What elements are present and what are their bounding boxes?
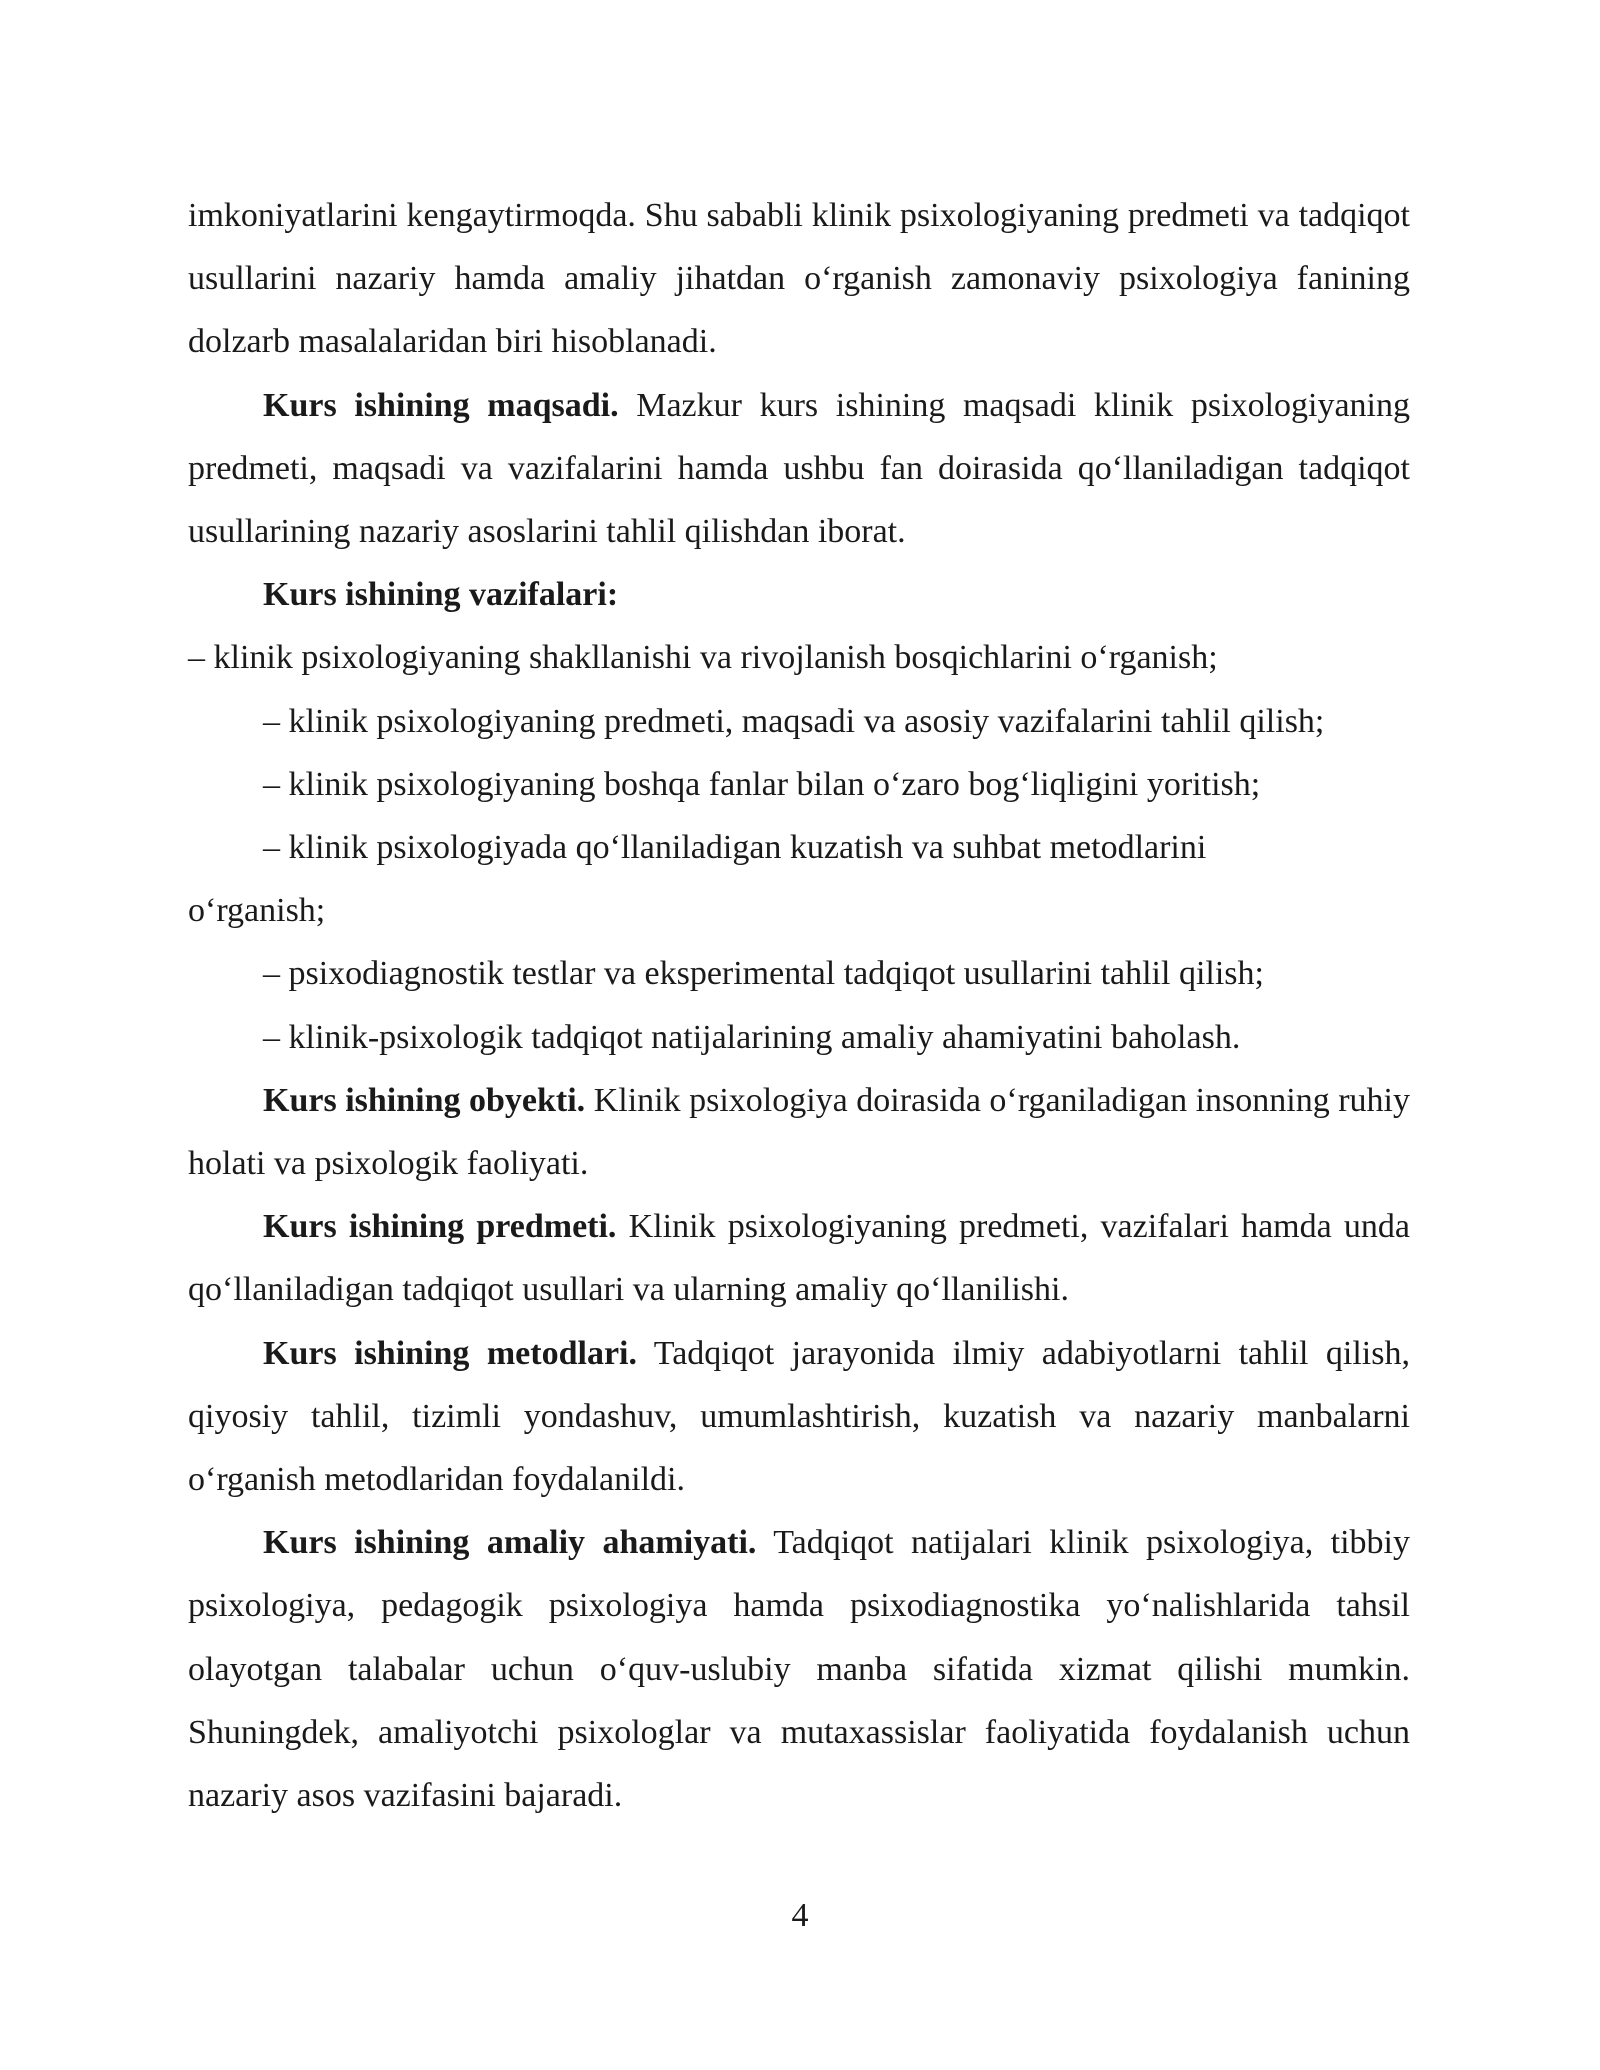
methods-heading: Kurs ishining metodlari. [263, 1334, 637, 1372]
page-number: 4 [791, 1897, 809, 1934]
goal-text: Mazkur kurs ishining maqsadi klinik psixologiyaning predmeti, maqsadi va vazifalarini hamda ushbu fan doirasida qo‘llaniladigan tadqiqot usullarining nazariy asoslarini tahlil qilishdan iborat. [188, 386, 1410, 551]
body-text [188, 184, 1410, 1827]
task-item-continuation: o‘rganish; [188, 892, 326, 930]
subject-text: Klinik psixologiyaning predmeti, vazifalari hamda unda qo‘llaniladigan tadqiqot usullari va ularning amaliy qo‘llanilishi. [188, 1208, 1410, 1309]
methods-paragraph [188, 1322, 1410, 1512]
task-item: – klinik psixologiyaning shakllanishi va rivojlanish bosqichlarini o‘rganish; [188, 639, 1218, 677]
task-item: – klinik psixologiyada qo‘llaniladigan kuzatish va suhbat metodlarini [263, 829, 1207, 867]
goal-heading: Kurs ishining maqsadi. [263, 386, 619, 424]
intro-paragraph: imkoniyatlarini kengaytirmoqda. Shu sababli klinik psixologiyaning predmeti va tadqiqot usullarini nazariy hamda amaliy jihatdan o‘rganish zamonaviy psixologiya fanining dolzarb masalalaridan biri hisoblanadi. [188, 197, 1410, 361]
task-item: – psixodiagnostik testlar va eksperimental tadqiqot usullarini tahlil qilish; [263, 955, 1264, 993]
object-paragraph [188, 1069, 1410, 1195]
object-heading: Kurs ishining obyekti. [263, 1081, 586, 1119]
significance-text: Tadqiqot natijalari klinik psixologiya, tibbiy psixologiya, pedagogik psixologiya hamda psixodiagnostika yo‘nalishlarida tahsil olayotgan talabalar uchun o‘quv-uslubiy manba sifatida xizmat qilishi mumkin. Shuningdek, amaliyotchi psixologlar va mutaxassislar faoliyatida foydalanish uchun nazariy asos vazifasini bajaradi. [188, 1524, 1410, 1815]
subject-heading: Kurs ishining predmeti. [263, 1208, 617, 1246]
tasks-heading-paragraph [188, 563, 1410, 626]
subject-paragraph [188, 1195, 1410, 1321]
methods-text: Tadqiqot jarayonida ilmiy adabiyotlarni tahlil qilish, qiyosiy tahlil, tizimli yondashuv, umumlashtirish, kuzatish va nazariy manbalarni o‘rganish metodlaridan foydalanildi. [188, 1334, 1410, 1499]
significance-heading: Kurs ishining amaliy ahamiyati. [263, 1524, 757, 1562]
task-item: – klinik-psixologik tadqiqot natijalarining amaliy ahamiyatini baholash. [263, 1018, 1241, 1056]
goal-paragraph [188, 374, 1410, 564]
tasks-heading: Kurs ishining vazifalari: [263, 576, 619, 614]
object-text: Klinik psixologiya doirasida o‘rganiladigan insonning ruhiy holati va psixologik faoliyati. [188, 1081, 1410, 1183]
task-item: – klinik psixologiyaning predmeti, maqsadi va asosiy vazifalarini tahlil qilish; [263, 702, 1325, 740]
significance-paragraph [188, 1511, 1410, 1827]
task-item: – klinik psixologiyaning boshqa fanlar bilan o‘zaro bog‘liqligini yoritish; [263, 765, 1261, 803]
